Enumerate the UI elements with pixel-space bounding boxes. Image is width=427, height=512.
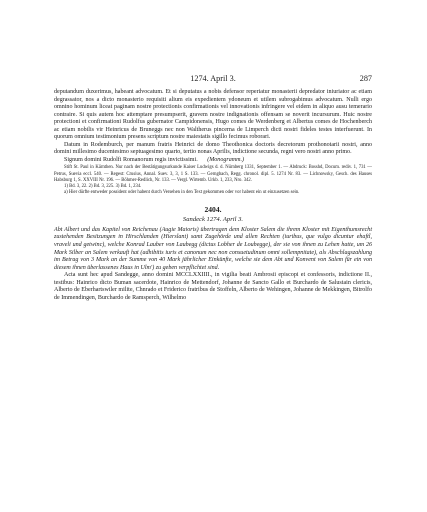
apparatus-notes <box>54 165 372 195</box>
signum-text: Signum domini Rudolfi Romanorum regis invictissimi. <box>64 156 198 163</box>
footnote-references: 1) Bd. 3, 22. 2) Bd. 3, 225. 3) Bd. 1, 234. <box>64 183 142 189</box>
source-note: Stift St. Paul in Kärnthen. Nur nach der Bestätigungsurkunde Kaiser Ludwigs d. d. Nürnberg 1331, September 1. — Abdruck: Bosshd, Docum. rediv. 1, 731 — Petrus, Suevia eccl. 540. — Regest: Crusius, Annal. Suev. 3, 3, 1 S. 133. — Gerngbach, Regg. chronol. dipl. 5. 1274 Nr. 83. — Lichnowsky, Gesch. des Hauses Habsburg 1, S. XXVIII Nr. 196. — Böhmer-Redlich, Nr. 133. — Vergl. Wirtemb. Urkb. 1, 233, Nro. 342. <box>54 165 372 183</box>
monogram-label: (Monogramm.) <box>207 156 245 163</box>
signum-line <box>54 157 372 165</box>
page-number: 287 <box>359 74 372 83</box>
document-number: 2404. <box>204 204 222 214</box>
regest-summary: Abt Albert und das Kapitel von Reichenau (Augie Maioris) übertragen dem Kloster Salem die ihrem Kloster mit Eigenthumsrecht zustehenden Besitzungen in Hirschlanden (Hierslant) samt Zugehörde und allen Rechten (iuribus, que vulgo dicuntur ehaftî, vraveli und getwinc), welche Konrad Lauber von Laubegg (dictus Lobher de Loubegge), der sie von ihnen zu Lehen hatte, um 26 Mark Silber an Salem verkauft hat (adhibitis iuris et canonum nec non consuetudinum omni sollempnitate), als Abschlagszahlung im Betrag von 3 Mark an der Summe von 40 Mark jährlicher Einkünfte, welche sie dem Abt und Konvent von Salem für ein von diesem ihnen überlassenes Haus in Ulm') zu geben verpflichtet sind. <box>54 226 372 271</box>
running-header <box>54 74 372 84</box>
document-place-date: Sandeck 1274. April 3. <box>182 215 244 223</box>
footnote-a: a) Hier dürfte entweder possident oder habent durch Versehen in den Text gekommen oder vor habent ein ut einzusetzen sein. <box>64 189 300 195</box>
header-date: 1274. April 3. <box>190 74 236 83</box>
page-body <box>54 89 372 302</box>
document-text: Acta sunt hec apud Sandegge, anno domini MCCLXXIIII., in vigilia beati Ambrosii episcopi et confessoris, indictione II., testibus: Hainrico dicto Buman sacerdote, Hainrico de Mettendorf, Johanne de Sancto Gallo et Burchardo de Salustain clericis, Alberto de Eberhartswiler milite, Chnrado et Friderico fratribus de Stoffeln, Alberto de Wehingen, Johanne de Mekkingen, Bitrolfo de Immendingen, Burchardo de Ramsperch, Wilhelmo <box>54 272 372 301</box>
dating-clause: Datum in Rodemburch, per manum fratris Heinrici de domo Theothonica doctoris decretorum prothonotarii nostri, anno domini millesimo ducentesimo septuagesimo quarto, tertio nonas Aprilis, indictione secunda, regni vero nostri anno primo. <box>54 141 372 156</box>
charter-text-paragraph: deputandum duxerimus, habeant advocatum. Et si deputatus a nobis defensor reperiatur monasterii depredator iniuriator ac etiam degrassator, nos a dicto monasterio requisiti alium eis expedientem ydoneum et utilem subrogabimus advocatum. Nulli ergo omnino hominum liceat paginam nostre protectionis confirmationis vel innovationis infringere vel eidem in aliquo ausu temerario contraire. Si quis autem hoc attemptare presumpserit, gravem nostre indignationis offensam se noverit incursurum. Huic nostre protectioni et confirmationi Rudolfus gubernator Campidonensis, Hugo comes de Werdenberg et Albertus comes de Hochenberch ac etiam nobilis vir Heinricus de Bruneggs nec non Waltherus pincerna de Limperch dicti nostri fideles testes interfuerunt. In quorum omnium testimonium presens scriptum nostre maiestatis sigillo fecimus roborari. <box>54 89 372 141</box>
